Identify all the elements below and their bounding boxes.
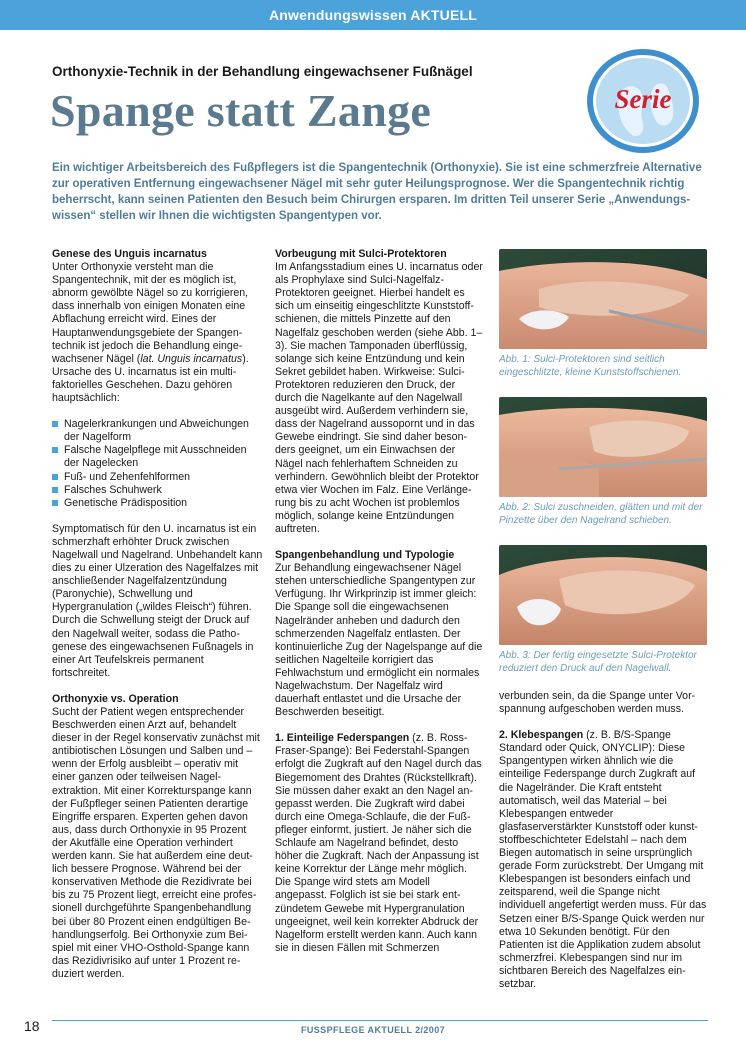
figure-1-caption: Abb. 1: Sulci-Protektoren sind seitlich eingeschlitzte, kleine Kunststoffschienen. — [499, 354, 682, 378]
footer-issue: FUSSPFLEGE AKTUELL 2/2007 — [300, 1025, 446, 1035]
footer-rule — [52, 1020, 708, 1021]
paragraph-typologie: Zur Behandlung eingewachsener Nägel stehen unterschiedliche Spangentypen zur Verfügung. Ihr Wirkprinzip ist immer gleich: Die Spange soll die eingewachsenen Nagelränder anheben und dadurch den schmerzenden Nagelfalz entlasten. Der kontinuierliche Zug der Nagelspange auf die seitlichen Nagelteile korrigiert das Fehlwachstum und ermöglicht ein normales Nagelwachstum. Der Nagelfalz wird dauerhaft entlastet und die Ursache der Beschwerden beseitigt. — [275, 562, 483, 719]
page-number: 18 — [24, 1018, 40, 1034]
paragraph-genese: Unter Orthonyxie versteht man die Spangentechnik, mit der es möglich ist, abnorm gewölbte Nägel so zu korrigieren, dass innerhalb von einigen Monaten eine Abflachung erreicht wird. Eines der Hauptanwendungsgebiete der Spangentechnik ist jedoch die Behandlung eingewachsener Nägel (lat. Unguis incarnatus). Ursache des U. incarnatus ist ein multifaktorielles Geschehen. Dazu gehören hauptsächlich: — [52, 261, 249, 405]
heading-orthonyxie-vs-operation: Orthonyxie vs. Operation — [52, 692, 179, 705]
badge-label: Serie — [614, 84, 672, 114]
paragraph-klebespangen: 2. Klebespangen (z. B. B/S-Spange Standard oder Quick, ONYCLIP): Diese Spangentypen wirken ähnlich wie die einteilige Federspange durch Zugkraft auf die Nagelränder. Die Kraft entsteht automatisch, weil das Material – bei Klebespangen entweder glasfaserverstärkter Kunststoff oder kunststoffbeschichteter Edelstahl – nach dem Biegen automatisch in seine ursprünglich gerade Form zurückstrebt. Der Umgang mit Klebespangen ist besonders einfach und zeitsparend, weil die Spange nicht individuell angefertigt werden muss. Für das Setzen einer B/S-Spange Quick werden nur etwa 10 Sekunden benötigt. Für den Patienten ist die Applikation zudem absolut schmerzfrei. Klebespangen sind nur im sichtbaren Bereich des Nagelfalzes einsetzbar. — [499, 729, 707, 990]
figure-3-photo — [499, 545, 707, 645]
list-item: Nagelerkrankungen und Abweichungen der Nagelform — [52, 418, 264, 444]
column-1 — [52, 248, 264, 994]
latin-term: lat. Unguis incarnatus — [140, 352, 243, 365]
paragraph-federspangen: 1. Einteilige Federspangen (z. B. Ross-Fraser-Spange): Bei Federstahl-Spangen erfolgt die Zugkraft auf den Nagel durch das Biegemoment des Drahtes (Rückstellkraft). Sie müssen daher exakt an den Nagel angepasst werden. Die Zugkraft wird dabei durch eine Omega-Schlaufe, die der Fußpfleger einformt, justiert. Je näher sich die Schlaufe am Nagelrand befindet, desto höher die Zugkraft. Nach der Anpassung ist keine Korrektur der Länge mehr möglich. Die Spange wird stets am Modell angepasst. Folglich ist sie bei stark entzündetem Gewebe mit Hypergranulation ungeeignet, weil kein korrekter Abdruck der Nagelform erstellt werden kann. Auch kann sie in diesen Fällen mit Schmerzen — [275, 732, 482, 954]
figure-2-caption: Abb. 2: Sulci zuschneiden, glätten und mit der Pinzette über den Nagelrand schieben. — [499, 502, 703, 526]
list-item: Falsche Nagelpflege mit Ausschneiden der Nagelecken — [52, 444, 264, 470]
column-2 — [275, 248, 483, 968]
figure-2-photo — [499, 397, 707, 497]
serie-badge — [584, 47, 702, 155]
section-header-bar — [0, 0, 746, 30]
list-item: Fuß- und Zehenfehlformen — [52, 471, 264, 484]
column-3 — [499, 690, 707, 1004]
article-kicker: Orthonyxie-Technik in der Behandlung eingewachsener Fußnägel — [52, 64, 473, 79]
paragraph-operation: Sucht der Patient wegen entsprechender Beschwerden einen Arzt auf, behandelt dieser in der Regel konservativ zunächst mit antibiotischen Lösungen und Salben und – wenn der Erfolg ausbleibt – operativ mit einer ganzen oder teilweisen Nagelextraktion. Mit einer Korrekturspange kann der Fußpfleger seinen Patienten derartige Eingriffe ersparen. Experten gehen davon aus, dass durch Orthonyxie in 95 Prozent der Akutfälle eine Operation verhindert werden kann. Sie hat außerdem eine deutlich bessere Prognose. Während bei der konservativen Methode die Rezidivrate bei bis zu 75 Prozent liegt, erreicht eine professionell durchgeführte Spangenbehandlung bei über 80 Prozent einen endgültigen Behandlungserfolg. Bei Orthonyxie zum Beispiel mit einer VHO-Osthold-Spange kann das Rezidivrisiko auf unter 1 Prozent reduziert werden. — [52, 706, 260, 980]
figure-3-caption: Abb. 3: Der fertig eingesetzte Sulci-Protektor reduziert den Druck auf den Nagelwall. — [499, 650, 697, 674]
paragraph-symptome: Symptomatisch für den U. incarnatus ist ein schmerzhaft erhöhter Druck zwischen Nagelwall und Nagelrand. Unbehandelt kann dies zu einer Ulzeration des Nagelfalzes mit anschließender Nagelfalzentzündung (Paronychie), Schwellung und Hypergranulation („wildes Fleisch“) führen. Durch die Schwellung steigt der Druck auf den Nagelwall weiter, sodass die Pathogenese des eingewachsenen Fußnagels in einer Art Teufelskreis permanent fortschreitet. — [52, 522, 263, 679]
section-title: Anwendungswissen AKTUELL — [268, 7, 478, 23]
causes-list — [52, 418, 264, 510]
list-item: Genetische Prädisposition — [52, 497, 264, 510]
heading-sulci: Vorbeugung mit Sulci-Protektoren — [275, 248, 447, 260]
figure-1-photo — [499, 249, 707, 349]
article-lead: Ein wichtiger Arbeitsbereich des Fußpflegers ist die Spangentechnik (Orthonyxie). Sie ist eine schmerzfreie Alternative zur operativen Entfernung eingewachsener Nägel mit sehr guter Heilungsprognose. Wer die Spangentechnik richtig beherrscht, kann seinen Patienten den Besuch beim Chirurgen ersparen. Im dritten Teil unserer Serie „Anwendungswissen“ stellen wir Ihnen die wichtigsten Spangentypen vor. — [52, 162, 702, 222]
heading-genese: Genese des Unguis incarnatus — [52, 248, 207, 260]
paragraph-sulci: Im Anfangsstadium eines U. incarnatus oder als Prophylaxe sind Sulci-Nagelfalz-Protektoren geeignet. Hierbei handelt es sich um einseitig eingeschlitzte Kunststoffschienen, die mittels Pinzette auf den Nagelfalz geschoben werden (siehe Abb. 1–3). Sie machen Tamponaden überflüssig, solange sich keine Entzündung und kein Sekret gebildet haben. Wirkweise: Sulci-Protektoren reduzieren den Druck, der durch die Nagelkante auf den Nagelwall ausgeübt wird. Außerdem verhindern sie, dass der Nagelrand aussopornt und in das Gewebe eindringt. Sie sind daher besonders geeignet, um ein Einwachsen der Nägel nach fehlerhaftem Schneiden zu verhindern. Gewöhnlich bleibt der Protektor etwa vier Wochen im Falz. Eine Verlängerung bis zu acht Wochen ist problemlos möglich, solange keine Entzündungen auftreten. — [275, 261, 483, 535]
heading-typologie: Spangenbehandlung und Typologie — [275, 549, 455, 562]
list-item: Falsches Schuhwerk — [52, 484, 264, 497]
paragraph-continuation: verbunden sein, da die Spange unter Vorspannung aufgeschoben werden muss. — [499, 690, 696, 716]
article-title: Spange statt Zange — [50, 85, 432, 136]
